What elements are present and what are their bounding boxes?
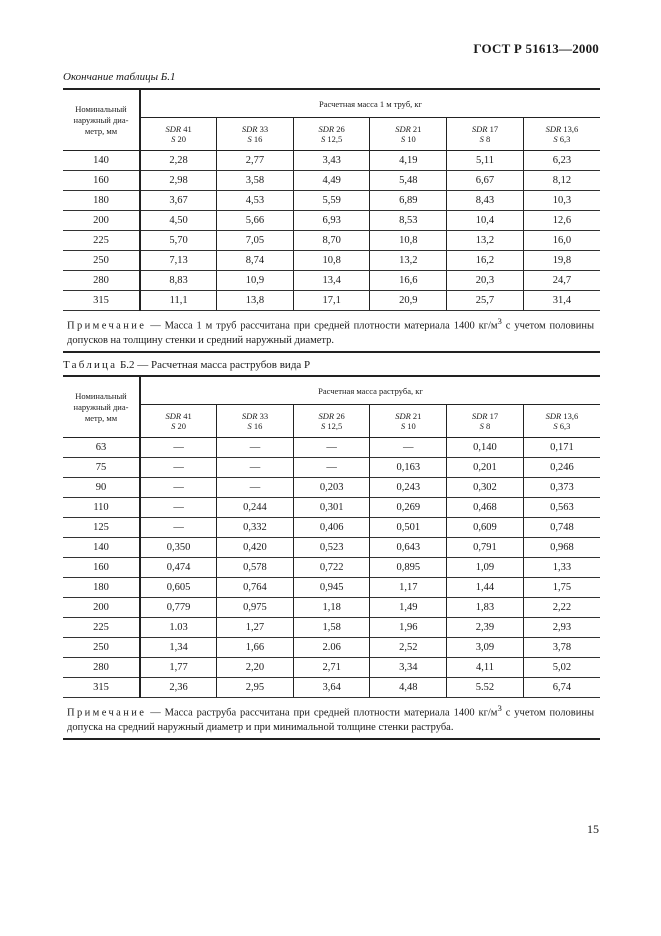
s-value: 12,5 (327, 421, 343, 431)
diameter-cell: 110 (63, 498, 140, 518)
table1-body (63, 151, 600, 352)
s-value: 20 (177, 421, 187, 431)
value-cell: 0,895 (370, 558, 447, 578)
diameter-cell: 140 (63, 151, 140, 171)
sdr-value: 17 (489, 411, 499, 421)
value-cell: 3,58 (217, 171, 294, 191)
diameter-cell: 315 (63, 291, 140, 311)
table1-caption: Окончание таблицы Б.1 (63, 71, 176, 83)
note-label: Примечание (67, 320, 147, 332)
value-cell: — (140, 478, 217, 498)
table-row (63, 438, 600, 458)
row-header-line: наружный диа- (73, 401, 129, 412)
value-cell: 2,28 (140, 151, 217, 171)
sdr-label: SDR 21 (395, 411, 422, 421)
value-cell: 8,12 (523, 171, 600, 191)
value-cell: — (140, 438, 217, 458)
s-value: 10 (407, 421, 416, 431)
value-cell: 10,8 (370, 231, 447, 251)
table-row (63, 678, 600, 698)
table-row (63, 171, 600, 191)
row-header-line: Номинальный (75, 390, 127, 401)
diameter-cell: 250 (63, 251, 140, 271)
value-cell: 0,246 (523, 458, 600, 478)
value-cell: 16,0 (523, 231, 600, 251)
value-cell: — (370, 438, 447, 458)
s-label: S 10 (400, 421, 416, 431)
table-row (63, 638, 600, 658)
note-row (63, 698, 600, 739)
value-cell: 2,22 (523, 598, 600, 618)
value-cell: 2,95 (217, 678, 294, 698)
sdr-label: SDR 17 (471, 124, 499, 134)
diameter-cell: 160 (63, 558, 140, 578)
group-header: Расчетная масса 1 м труб, кг (140, 89, 600, 118)
table-row (63, 191, 600, 211)
sdr-value: 21 (412, 411, 422, 421)
value-cell: 1,49 (370, 598, 447, 618)
value-cell: — (217, 438, 294, 458)
value-cell: 0,171 (523, 438, 600, 458)
value-cell: 6,23 (523, 151, 600, 171)
value-cell: 8,83 (140, 271, 217, 291)
column-header-row (63, 405, 600, 438)
diameter-cell: 250 (63, 638, 140, 658)
sdr-value: 41 (183, 411, 192, 421)
column-header (293, 405, 370, 438)
note-text: с учетом половины допуска на средний наружный диаметр и при минимальной толщине стенки раструба. (67, 707, 594, 733)
value-cell: 8,53 (370, 211, 447, 231)
sdr-label: SDR 26 (318, 411, 345, 421)
value-cell: 0,609 (447, 518, 524, 538)
value-cell: 2,39 (447, 618, 524, 638)
table2 (63, 375, 600, 740)
diameter-cell: 160 (63, 171, 140, 191)
value-cell: 11,1 (140, 291, 217, 311)
column-header (523, 118, 600, 151)
value-cell: 3,09 (447, 638, 524, 658)
table-row (63, 231, 600, 251)
table-row (63, 251, 600, 271)
value-cell: — (217, 458, 294, 478)
diameter-cell: 125 (63, 518, 140, 538)
row-header-line: метр, мм (84, 125, 118, 136)
column-header-row (63, 118, 600, 151)
value-cell: 0,523 (293, 538, 370, 558)
s-value: 16 (253, 421, 263, 431)
value-cell: 10,3 (523, 191, 600, 211)
value-cell: — (293, 438, 370, 458)
value-cell: 4,53 (217, 191, 294, 211)
value-cell: 0,643 (370, 538, 447, 558)
diameter-cell: 90 (63, 478, 140, 498)
note-superscript: 3 (497, 703, 502, 713)
value-cell: 10,4 (447, 211, 524, 231)
table-row (63, 211, 600, 231)
page-number: 15 (587, 822, 599, 836)
value-cell: 2,20 (217, 658, 294, 678)
value-cell: 10,8 (293, 251, 370, 271)
value-cell: 0,791 (447, 538, 524, 558)
value-cell: 8,70 (293, 231, 370, 251)
value-cell: 0,501 (370, 518, 447, 538)
diameter-cell: 63 (63, 438, 140, 458)
table1 (63, 88, 600, 353)
table-row (63, 538, 600, 558)
value-cell: 13,4 (293, 271, 370, 291)
column-header (140, 118, 217, 151)
s-label: S 12,5 (321, 134, 343, 144)
sdr-label: SDR 41 (165, 411, 192, 421)
value-cell: 6,67 (447, 171, 524, 191)
table-row (63, 458, 600, 478)
table2-caption (63, 359, 310, 371)
value-cell: 4,19 (370, 151, 447, 171)
diameter-cell: 315 (63, 678, 140, 698)
table2-caption-text: Б.2 — Расчетная масса раструбов вида Р (117, 359, 311, 371)
value-cell: 1,58 (293, 618, 370, 638)
s-label: S 20 (171, 134, 187, 144)
table-row (63, 291, 600, 311)
sdr-label: SDR 41 (165, 124, 192, 134)
sdr-value: 33 (259, 411, 269, 421)
value-cell: 0,350 (140, 538, 217, 558)
value-cell: 0,748 (523, 518, 600, 538)
value-cell: 0,945 (293, 578, 370, 598)
value-cell: 8,74 (217, 251, 294, 271)
sdr-label: SDR 33 (241, 124, 269, 134)
value-cell: 2,71 (293, 658, 370, 678)
s-label: S 16 (247, 134, 263, 144)
value-cell: 3,64 (293, 678, 370, 698)
value-cell: 2.06 (293, 638, 370, 658)
s-label: S 6,3 (553, 134, 571, 144)
note-text: — Масса раструба рассчитана при средней плотности материала 1400 кг/м (146, 707, 498, 719)
sdr-label: SDR 13,6 (545, 124, 579, 134)
value-cell: 0,140 (447, 438, 524, 458)
sdr-label: SDR 33 (241, 411, 269, 421)
sdr-value: 21 (412, 124, 422, 134)
s-value: 20 (177, 134, 187, 144)
value-cell: — (140, 498, 217, 518)
value-cell: 1,34 (140, 638, 217, 658)
value-cell: 4,50 (140, 211, 217, 231)
table-row (63, 658, 600, 678)
diameter-cell: 225 (63, 618, 140, 638)
value-cell: 0,968 (523, 538, 600, 558)
value-cell: 2,36 (140, 678, 217, 698)
s-label: S 16 (247, 421, 263, 431)
value-cell: 0,975 (217, 598, 294, 618)
value-cell: 0,722 (293, 558, 370, 578)
s-value: 8 (486, 421, 491, 431)
sdr-label: SDR 21 (395, 124, 422, 134)
diameter-cell: 200 (63, 211, 140, 231)
sdr-label: SDR 17 (471, 411, 499, 421)
value-cell: 0,764 (217, 578, 294, 598)
value-cell: 0,474 (140, 558, 217, 578)
value-cell: 1.03 (140, 618, 217, 638)
value-cell: — (140, 458, 217, 478)
value-cell: 0,420 (217, 538, 294, 558)
value-cell: 5,59 (293, 191, 370, 211)
sdr-value: 17 (489, 124, 499, 134)
value-cell: — (140, 518, 217, 538)
value-cell: 17,1 (293, 291, 370, 311)
value-cell: 10,9 (217, 271, 294, 291)
diameter-cell: 280 (63, 271, 140, 291)
s-value: 10 (407, 134, 416, 144)
s-label: S 8 (479, 134, 491, 144)
value-cell: 7,05 (217, 231, 294, 251)
value-cell: 25,7 (447, 291, 524, 311)
sdr-label: SDR 13,6 (545, 411, 579, 421)
column-header (293, 118, 370, 151)
s-value: 6,3 (559, 134, 571, 144)
value-cell: 0,605 (140, 578, 217, 598)
value-cell: 5,48 (370, 171, 447, 191)
value-cell: 20,9 (370, 291, 447, 311)
value-cell: 1,77 (140, 658, 217, 678)
diameter-cell: 140 (63, 538, 140, 558)
value-cell: 0,406 (293, 518, 370, 538)
diameter-cell: 75 (63, 458, 140, 478)
column-header (140, 405, 217, 438)
s-value: 12,5 (327, 134, 343, 144)
group-header: Расчетная масса раструба, кг (140, 376, 600, 405)
value-cell: 2,77 (217, 151, 294, 171)
diameter-cell: 180 (63, 578, 140, 598)
value-cell: 7,13 (140, 251, 217, 271)
sdr-value: 13,6 (563, 411, 579, 421)
value-cell: 0,163 (370, 458, 447, 478)
value-cell: 1,83 (447, 598, 524, 618)
value-cell: 1,96 (370, 618, 447, 638)
value-cell: 1,18 (293, 598, 370, 618)
value-cell: 5.52 (447, 678, 524, 698)
value-cell: 5,70 (140, 231, 217, 251)
value-cell: 4,11 (447, 658, 524, 678)
value-cell: 1,17 (370, 578, 447, 598)
value-cell: 31,4 (523, 291, 600, 311)
note-text: с учетом половины допусков на толщину стенки и средний наружный диаметр. (67, 320, 594, 346)
column-header (523, 405, 600, 438)
note-row (63, 311, 600, 352)
standard-designation: ГОСТ Р 51613—2000 (473, 41, 599, 56)
table2-caption-label: Таблица (63, 359, 118, 371)
sdr-label: SDR 26 (318, 124, 345, 134)
table-row (63, 578, 600, 598)
note-cell (63, 311, 600, 352)
diameter-cell: 200 (63, 598, 140, 618)
value-cell: 20,3 (447, 271, 524, 291)
note-superscript: 3 (497, 316, 502, 326)
value-cell: 5,11 (447, 151, 524, 171)
table-row (63, 558, 600, 578)
value-cell: 16,2 (447, 251, 524, 271)
value-cell: 13,8 (217, 291, 294, 311)
sdr-value: 13,6 (563, 124, 579, 134)
row-header-line: метр, мм (84, 412, 118, 423)
table-row (63, 151, 600, 171)
value-cell: 1,27 (217, 618, 294, 638)
value-cell: 0,779 (140, 598, 217, 618)
table-row (63, 518, 600, 538)
value-cell: 0,578 (217, 558, 294, 578)
value-cell: 0,301 (293, 498, 370, 518)
value-cell: 0,468 (447, 498, 524, 518)
value-cell: — (293, 458, 370, 478)
value-cell: 3,78 (523, 638, 600, 658)
value-cell: 1,66 (217, 638, 294, 658)
table2-body (63, 438, 600, 739)
value-cell: 1,75 (523, 578, 600, 598)
diameter-cell: 280 (63, 658, 140, 678)
value-cell: 4,48 (370, 678, 447, 698)
sdr-value: 33 (259, 124, 269, 134)
value-cell: 13,2 (370, 251, 447, 271)
column-header (370, 118, 447, 151)
value-cell: 24,7 (523, 271, 600, 291)
row-header (63, 89, 140, 151)
value-cell: 19,8 (523, 251, 600, 271)
value-cell: 1,33 (523, 558, 600, 578)
value-cell: 1,44 (447, 578, 524, 598)
value-cell: 13,2 (447, 231, 524, 251)
value-cell: 6,74 (523, 678, 600, 698)
value-cell: 8,43 (447, 191, 524, 211)
s-value: 6,3 (559, 421, 571, 431)
column-header (370, 405, 447, 438)
s-label: S 12,5 (321, 421, 343, 431)
value-cell: 2,93 (523, 618, 600, 638)
row-header (63, 376, 140, 438)
value-cell: 3,67 (140, 191, 217, 211)
s-value: 16 (253, 134, 263, 144)
value-cell: 6,89 (370, 191, 447, 211)
column-header (217, 405, 294, 438)
note-text: — Масса 1 м труб рассчитана при средней плотности материала 1400 кг/м (146, 320, 498, 332)
value-cell: 0,243 (370, 478, 447, 498)
table-row (63, 618, 600, 638)
value-cell: 5,02 (523, 658, 600, 678)
value-cell: 2,52 (370, 638, 447, 658)
value-cell: 0,244 (217, 498, 294, 518)
value-cell: 3,43 (293, 151, 370, 171)
s-value: 8 (486, 134, 491, 144)
table-row (63, 271, 600, 291)
sdr-value: 26 (336, 124, 345, 134)
value-cell: 1,09 (447, 558, 524, 578)
value-cell: 6,93 (293, 211, 370, 231)
diameter-cell: 180 (63, 191, 140, 211)
value-cell: 0,563 (523, 498, 600, 518)
column-header (447, 405, 524, 438)
s-label: S 6,3 (553, 421, 571, 431)
note-label: Примечание (67, 707, 147, 719)
table-row (63, 598, 600, 618)
table-row (63, 478, 600, 498)
value-cell: — (217, 478, 294, 498)
value-cell: 5,66 (217, 211, 294, 231)
value-cell: 16,6 (370, 271, 447, 291)
row-header-line: наружный диа- (73, 114, 129, 125)
value-cell: 0,201 (447, 458, 524, 478)
value-cell: 12,6 (523, 211, 600, 231)
s-label: S 8 (479, 421, 491, 431)
table-row (63, 498, 600, 518)
value-cell: 2,98 (140, 171, 217, 191)
sdr-value: 41 (183, 124, 192, 134)
note-cell (63, 698, 600, 739)
value-cell: 3,34 (370, 658, 447, 678)
value-cell: 0,203 (293, 478, 370, 498)
value-cell: 0,302 (447, 478, 524, 498)
value-cell: 0,269 (370, 498, 447, 518)
s-label: S 10 (400, 134, 416, 144)
value-cell: 0,373 (523, 478, 600, 498)
sdr-value: 26 (336, 411, 345, 421)
diameter-cell: 225 (63, 231, 140, 251)
column-header (447, 118, 524, 151)
row-header-line: Номинальный (75, 103, 127, 114)
s-label: S 20 (171, 421, 187, 431)
column-header (217, 118, 294, 151)
value-cell: 4,49 (293, 171, 370, 191)
value-cell: 0,332 (217, 518, 294, 538)
